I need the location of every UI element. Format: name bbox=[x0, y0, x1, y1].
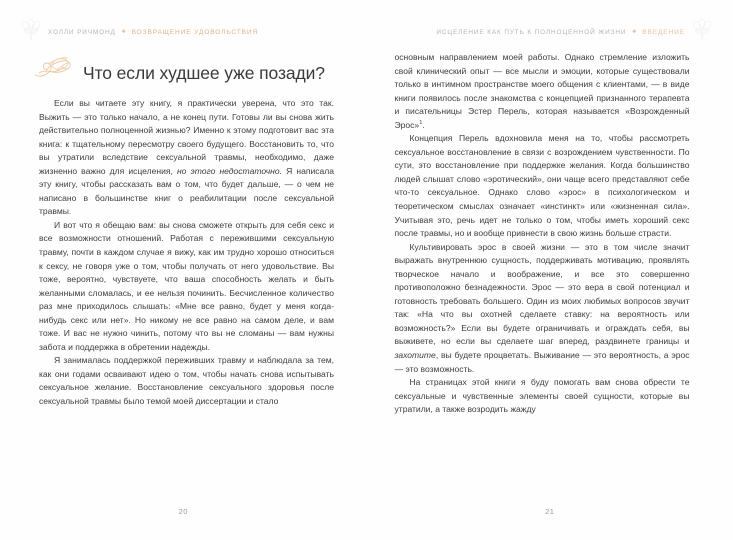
paragraph-text-tail: , вы будете процветать. Выживание — это вероятность, а эрос — это возможность. bbox=[394, 350, 690, 374]
paragraph bbox=[395, 51, 690, 132]
left-column-body bbox=[39, 97, 334, 409]
page-number-right: 21 bbox=[545, 507, 555, 516]
diamond-separator-icon: ◆ bbox=[632, 28, 637, 34]
paragraph-text: основным направлением моей работы. Однако стремление изложить свой клинический опыт — все мысли и эмоции, которые существовали только в интимном пространстве моего общения с клиентами, — в виде книги появилось после знакомства с концепцией признанного терапевта и писательницы Эстер Перель, которая называется «Возрожденный Эрос» bbox=[394, 52, 690, 130]
paragraph-italic-phrase: захотите bbox=[394, 350, 436, 361]
paragraph-text: Культивировать эрос в своей жизни — это в том числе значит выражать внутреннюю сущность, поддерживать мотивацию, проявлять творческое начало и воображение, и все это совершенно противоположно безнадежности. Эрос — это вера в свой потенциал и готовность требовать большего. Один из моих любимых вопросов звучит так: «На что вы охотней сделаете ставку: на вероятность или возможность?» Если вы будете ограничивать и ограждать себя, вы выживете, но если вы сделаете шаг вперед, раздвинете границы и bbox=[394, 241, 690, 347]
running-head-book-title: ВОЗВРАЩЕНИЕ УДОВОЛЬСТВИЯ bbox=[131, 28, 259, 36]
running-head-section-line: ИСЦЕЛЕНИЕ КАК ПУТЬ К ПОЛНОЦЕННОЙ ЖИЗНИ bbox=[436, 28, 627, 36]
right-column-body bbox=[395, 51, 690, 417]
diamond-separator-icon: ◆ bbox=[121, 28, 126, 34]
footnote-marker: 1 bbox=[419, 119, 423, 126]
paragraph: И вот что я обещаю вам: вы снова сможете открыть для себя секс и все возможности отношений. Работая с пережившими сексуальную травму, почти в каждом случае я вижу, как им трудно хорошо относиться к сексу, не говоря уже о том, чтобы получать от него удовольствие. Вы тоже, вероятно, чувствуете, что ваша способность желать и быть желанными сломалась, и ее нельзя починить. Бесчисленное количество раз мне приходилось слышать: «Мне все равно, будет у меня когда-нибудь секс или нет». Но никому не все равно на самом деле, и вам тоже. И вас не нужно чинить, потому что вы не сломаны — вам нужны забота и поддержка в обретении надежды. bbox=[39, 219, 334, 352]
floral-watermark-icon bbox=[689, 18, 715, 44]
paragraph-text: Если вы читаете эту книгу, я практически уверена, что это так. Выжить — это только начало, а не конец пути. Готовы ли вы снова жить действительно полноценной жизнью? Именно к этому подготовит вас эта книга: к тщательному пересмотру своего будущего. Восстановить то, что вы утратили вследствие сексуальной травмы, необходимо, даже жизненно важно для исцеления, bbox=[39, 98, 334, 176]
page-number-left: 20 bbox=[178, 507, 188, 516]
running-head-left bbox=[48, 25, 258, 39]
running-head-author: ХОЛЛИ РИЧМОНД bbox=[48, 28, 116, 36]
floral-watermark-icon bbox=[18, 18, 44, 44]
paragraph bbox=[395, 241, 690, 376]
paragraph: Я занималась поддержкой переживших травму и наблюдала за тем, как они годами осваивают идею о том, чтобы начать снова испытывать сексуальное желание. Восстановление сексуального здоровья после сексуальной травмы было темой моей диссертации и стало bbox=[39, 355, 334, 407]
paragraph-text-tail: Я написала эту книгу, чтобы рассказать вам о том, что будет дальше, — о чем не написано в большинстве книг о реабилитации после сексуальной травмы. bbox=[39, 165, 334, 217]
page-title: Что если худшее уже позади? bbox=[83, 62, 325, 83]
paragraph-italic-phrase: но этого недостаточно. bbox=[176, 165, 282, 176]
running-head-right bbox=[436, 25, 685, 39]
paragraph-text-tail: . bbox=[422, 119, 425, 130]
paragraph: Концепция Перель вдохновила меня на то, чтобы рассмотреть сексуальное восстановление в связи с возрождением чувственности. По сути, это восстановление при поддержке желания. Когда большинство людей слышат слово «эротический», они чаще всего представляют себе что-то сексуальное. Однако слово «эрос» в психологическом и теоретическом смыслах означает «инстинкт» или «жизненная сила». Учитывая это, речь идет не только о том, чтобы иметь хороший секс после травмы, но и вообще привнести в свою жизнь больше страсти. bbox=[394, 133, 690, 239]
chapter-heading bbox=[33, 52, 337, 82]
paragraph: На страницах этой книги я буду помогать вам снова обрести те сексуальные и чувственные элементы своей сущности, которые вы утратили, а также возродить жажду bbox=[394, 377, 690, 415]
running-head-section-title: ВВЕДЕНИЕ bbox=[642, 28, 685, 36]
right-page bbox=[367, 0, 733, 540]
paragraph bbox=[39, 97, 334, 219]
floral-swirl-ornament-icon bbox=[33, 51, 77, 81]
